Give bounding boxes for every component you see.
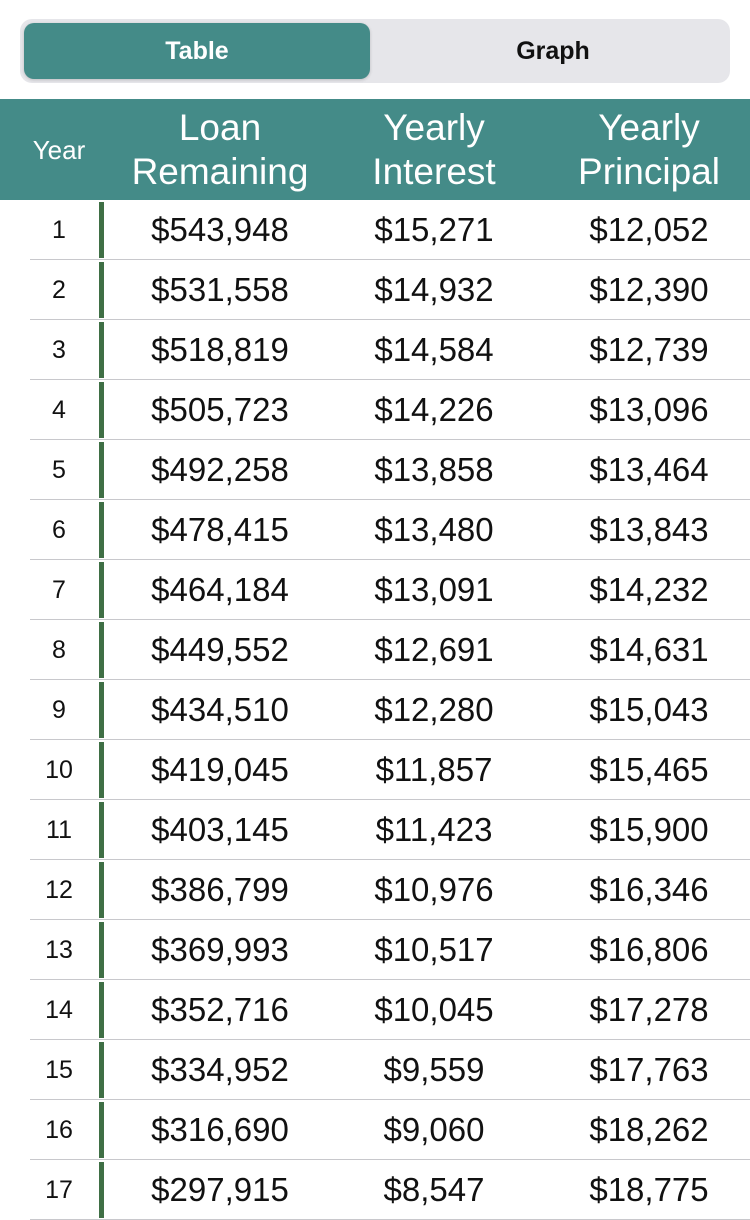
loan-remaining-cell: $297,915 [151, 1171, 289, 1208]
amortization-table-body [0, 200, 750, 1220]
loan-remaining-cell: $334,952 [151, 1051, 289, 1088]
loan-remaining-cell: $492,258 [151, 451, 289, 488]
yearly-principal-cell: $15,465 [589, 751, 709, 788]
yearly-principal-cell: $12,390 [589, 271, 709, 308]
table-row [0, 860, 750, 920]
yearly-interest-cell: $9,559 [383, 1051, 485, 1088]
table-row [0, 260, 750, 320]
table-row [0, 920, 750, 980]
loan-remaining-cell: $449,552 [151, 631, 289, 668]
table-row [0, 440, 750, 500]
loan-remaining-cell: $419,045 [151, 751, 289, 788]
loan-remaining-cell: $464,184 [151, 571, 289, 608]
header-yearly-principal-line2: Principal [578, 150, 720, 192]
yearly-interest-cell: $13,858 [374, 451, 494, 488]
yearly-principal-cell: $18,262 [589, 1111, 709, 1148]
loan-remaining-cell: $518,819 [151, 331, 289, 368]
yearly-principal-cell: $13,096 [589, 391, 709, 428]
header-loan-remaining-line2: Remaining [131, 150, 309, 192]
table-header [0, 99, 750, 200]
table-row [0, 200, 750, 260]
year-cell: 2 [52, 275, 66, 304]
yearly-principal-cell: $13,843 [589, 511, 709, 548]
yearly-interest-cell: $12,691 [374, 631, 494, 668]
year-cell: 13 [45, 935, 73, 964]
table-row [0, 620, 750, 680]
table-row [0, 1040, 750, 1100]
table-row [0, 740, 750, 800]
loan-remaining-cell: $403,145 [151, 811, 289, 848]
header-yearly-interest [334, 99, 534, 200]
year-cell: 10 [45, 755, 73, 784]
yearly-principal-cell: $12,052 [589, 211, 709, 248]
year-cell: 3 [52, 335, 66, 364]
table-row [0, 320, 750, 380]
loan-remaining-cell: $386,799 [151, 871, 289, 908]
yearly-interest-cell: $9,060 [383, 1111, 485, 1148]
yearly-interest-cell: $11,423 [375, 811, 493, 848]
year-cell: 7 [52, 575, 66, 604]
year-cell: 1 [52, 215, 66, 244]
year-cell: 16 [45, 1115, 73, 1144]
year-cell: 8 [52, 635, 66, 664]
table-row [0, 980, 750, 1040]
header-yearly-interest-line2: Interest [372, 150, 496, 192]
yearly-interest-cell: $8,547 [383, 1171, 485, 1208]
year-cell: 14 [45, 995, 73, 1024]
year-cell: 11 [46, 815, 72, 844]
year-cell: 17 [45, 1175, 73, 1204]
yearly-principal-cell: $18,775 [589, 1171, 709, 1208]
table-row [0, 680, 750, 740]
year-cell: 15 [45, 1055, 73, 1084]
header-year: Year [32, 134, 86, 165]
loan-remaining-cell: $478,415 [151, 511, 289, 548]
table-row [0, 380, 750, 440]
loan-remaining-cell: $352,716 [151, 991, 289, 1028]
yearly-principal-cell: $15,900 [589, 811, 709, 848]
yearly-interest-cell: $10,976 [374, 871, 494, 908]
table-row [0, 1160, 750, 1220]
yearly-interest-cell: $15,271 [374, 211, 494, 248]
yearly-interest-cell: $14,584 [374, 331, 494, 368]
yearly-principal-cell: $17,763 [589, 1051, 709, 1088]
yearly-principal-cell: $16,346 [589, 871, 709, 908]
table-segment-button[interactable]: Table [24, 23, 370, 79]
table-row [0, 500, 750, 560]
header-yearly-principal-line1: Yearly [598, 106, 700, 148]
yearly-interest-cell: $10,517 [374, 931, 494, 968]
yearly-interest-cell: $13,091 [374, 571, 494, 608]
year-cell: 6 [52, 515, 66, 544]
yearly-interest-cell: $14,932 [374, 271, 494, 308]
yearly-interest-cell: $14,226 [374, 391, 494, 428]
year-cell: 9 [52, 695, 66, 724]
yearly-principal-cell: $14,232 [589, 571, 709, 608]
yearly-principal-cell: $13,464 [589, 451, 709, 488]
yearly-interest-cell: $13,480 [374, 511, 494, 548]
table-row [0, 1100, 750, 1160]
table-row [0, 560, 750, 620]
loan-remaining-cell: $434,510 [151, 691, 289, 728]
yearly-principal-cell: $16,806 [589, 931, 709, 968]
yearly-principal-cell: $17,278 [589, 991, 709, 1028]
loan-remaining-cell: $505,723 [151, 391, 289, 428]
header-loan-remaining-line1: Loan [178, 106, 262, 148]
header-loan-remaining [120, 99, 320, 200]
yearly-interest-cell: $12,280 [374, 691, 494, 728]
loan-remaining-cell: $531,558 [151, 271, 289, 308]
loan-remaining-cell: $369,993 [151, 931, 289, 968]
yearly-principal-cell: $12,739 [589, 331, 709, 368]
yearly-principal-cell: $14,631 [589, 631, 709, 668]
view-segmented-control[interactable] [20, 19, 730, 83]
header-yearly-principal [548, 99, 750, 200]
table-row [0, 800, 750, 860]
yearly-principal-cell: $15,043 [589, 691, 709, 728]
graph-segment-button[interactable]: Graph [516, 36, 590, 65]
year-cell: 5 [52, 455, 66, 484]
yearly-interest-cell: $11,857 [375, 751, 493, 788]
loan-remaining-cell: $543,948 [151, 211, 289, 248]
year-cell: 4 [52, 395, 66, 424]
loan-remaining-cell: $316,690 [151, 1111, 289, 1148]
year-cell: 12 [45, 875, 73, 904]
yearly-interest-cell: $10,045 [374, 991, 494, 1028]
header-yearly-interest-line1: Yearly [383, 106, 485, 148]
